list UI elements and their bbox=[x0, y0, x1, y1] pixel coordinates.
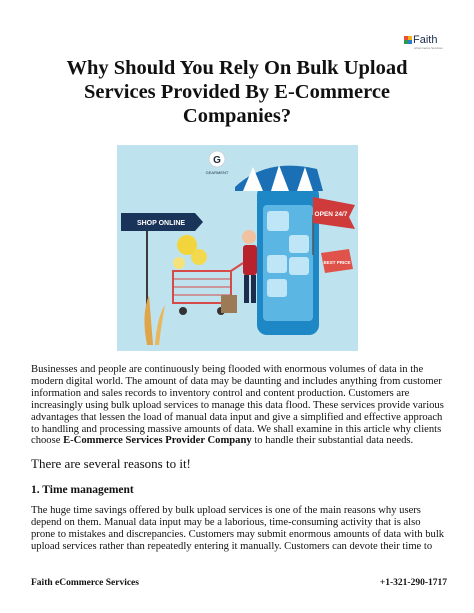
footer-phone: +1-321-290-1717 bbox=[379, 578, 447, 588]
svg-text:G: G bbox=[213, 155, 221, 166]
footer-company: Faith eCommerce Services bbox=[31, 578, 139, 588]
shopping-bag bbox=[221, 295, 237, 313]
faith-logo-icon bbox=[404, 36, 413, 46]
illustration-background bbox=[117, 145, 358, 351]
phone-cart-icon bbox=[267, 211, 289, 231]
open-flag-text: OPEN 24/7 bbox=[314, 211, 348, 218]
logo-wordmark: Faith bbox=[413, 34, 438, 46]
logo-tagline: eCommerce Services bbox=[414, 46, 443, 50]
intro-text: Businesses and people are continuously being flooded with enormous volumes of data in the modern digital world. The amount of data may be daunting and includes anything from customer information and sales records to inventory control and content production. Customers are increasingly using bulk upload services to manage this data flood. These services provide various advantages that lessen the load of manual data input and give a simplified and effective approach to handling and processing massive amounts of data. We shall examine in this article why clients choose bbox=[31, 364, 444, 447]
person-body bbox=[243, 245, 257, 275]
bubble-cart-icon bbox=[191, 249, 207, 265]
person-head bbox=[242, 230, 256, 244]
section-heading-time-management: 1. Time management bbox=[31, 484, 134, 496]
faith-logo bbox=[404, 34, 446, 50]
page-title: Why Should You Rely On Bulk Upload Services Provided By E-Commerce Companies? bbox=[66, 57, 408, 127]
brand-text: GEARMENT bbox=[205, 170, 229, 175]
intro-bold-link-text: E-Commerce Services Provider Company bbox=[63, 435, 252, 447]
intro-paragraph bbox=[31, 364, 447, 447]
section-paragraph: The huge time savings offered by bulk upload services is one of the main reasons why users depend on them. Manual data input may be a laborious, time-consuming activity that is also prone to mistakes and discrepancies. Customers may submit enormous amounts of data with bulk upload services rather than repeatedly entering it manually. Customers can devote their time to bbox=[31, 505, 445, 552]
reasons-heading: There are several reasons to it! bbox=[31, 456, 191, 471]
best-price-text: BEST PRICE bbox=[323, 260, 351, 265]
hero-illustration bbox=[117, 145, 358, 351]
shop-online-text: SHOP ONLINE bbox=[136, 220, 186, 227]
bubble-star-icon bbox=[173, 257, 185, 269]
intro-text-end: to handle their substantial data needs. bbox=[251, 435, 414, 447]
